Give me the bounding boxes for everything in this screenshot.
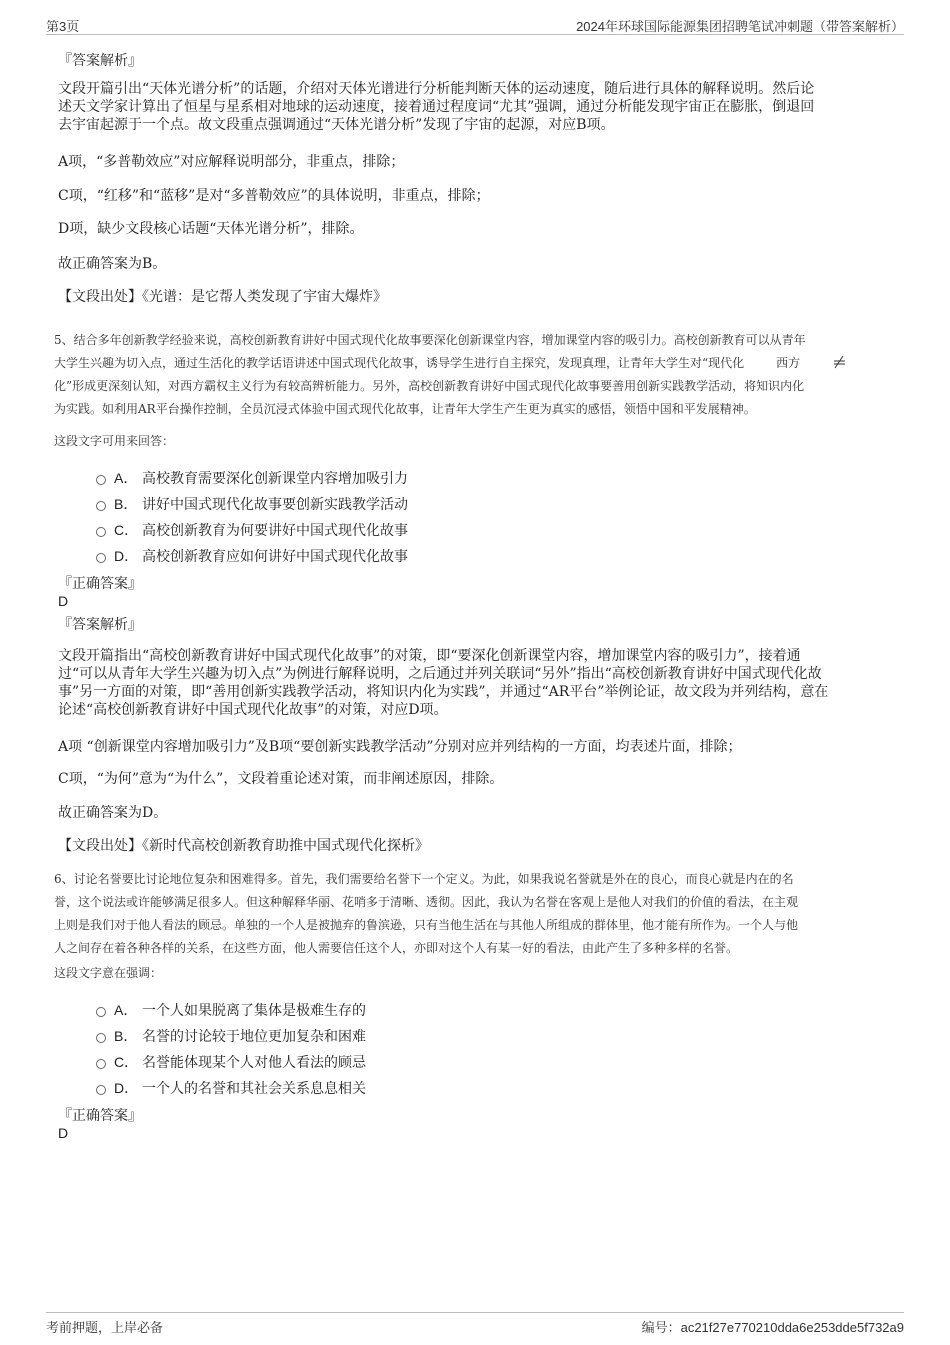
q5-source: 【文段出处】《新时代高校创新教育助推中国式现代化探析》 <box>58 838 429 854</box>
q4-analysis-line: 述天文学家计算出了恒星与星系相对地球的运动速度，接着通过程度词“尤其”强调，通过分析能发现宇宙正在膨胀，倒退回 <box>58 99 815 115</box>
q6-passage-line: 人之间存在着各种各样的关系，在这些方面，他人需要信任这个人，亦即对这个人有某一好的看法，由此产生了多种多样的名誉。 <box>54 941 739 955</box>
q5-analysis-line: 事”另一方面的对策，即“善用创新实践教学活动，将知识内化为实践”，并通过“AR平台”举例论证，故文段为并列结构，意在 <box>58 684 829 700</box>
q4-conclusion: 故正确答案为B。 <box>58 256 167 272</box>
q5-passage-line: 化”形成更深刻认知，对西方霸权主义行为有较高辨析能力。另外，高校创新教育讲好中国式现代化故事要善用创新实践教学活动，将知识内化 <box>54 379 805 393</box>
q5-analysis-line: 过“可以从青年大学生兴趣为切入点”为例进行解释说明，之后通过并列关联词“另外”指出“高校创新教育讲好中国式现代化故 <box>58 666 822 682</box>
radio-icon[interactable] <box>96 1059 106 1069</box>
q5-option-c[interactable]: C． 高校创新教育为何要讲好中国式现代化故事 <box>96 520 408 540</box>
strikethrough-glyph-icon <box>832 355 846 369</box>
radio-icon[interactable] <box>96 501 106 511</box>
q6-option-a[interactable]: A． 一个人如果脱离了集体是极难生存的 <box>96 1000 366 1020</box>
q6-option-c[interactable]: C． 名誉能体现某个人对他人看法的顾忌 <box>96 1052 366 1072</box>
q6-answer: D <box>58 1125 69 1141</box>
q5-answer-label: 『正确答案』 <box>58 576 142 592</box>
q5-option-b[interactable]: B． 讲好中国式现代化故事要创新实践教学活动 <box>96 494 408 514</box>
q5-option-a[interactable]: A． 高校教育需要深化创新课堂内容增加吸引力 <box>96 468 408 488</box>
q5-analysis <box>58 647 888 719</box>
radio-icon[interactable] <box>96 475 106 485</box>
q4-source: 【文段出处】《光谱：是它帮人类发现了宇宙大爆炸》 <box>58 289 387 305</box>
q4-analysis-line: 去宇宙起源于一个点。故文段重点强调通过“天体光谱分析”发现了宇宙的起源，对应B项。 <box>58 117 615 133</box>
q6-passage-line: 6、讨论名誉要比讨论地位复杂和困难得多。首先，我们需要给名誉下一个定义。为此，如果我说名誉就是外在的良心，而良心就是内在的名 <box>54 872 794 886</box>
q5-passage <box>54 329 894 421</box>
q6-passage-line: 誉，这个说法或许能够满足很多人。但这种解释华丽、花哨多于清晰、透彻。因此，我认为名誉在客观上是他人对我们的价值的看法，在主观 <box>54 895 799 909</box>
radio-icon[interactable] <box>96 527 106 537</box>
q5-point-ab: A项 “创新课堂内容增加吸引力”及B项“要创新实践教学活动”分别对应并列结构的一方面，均表述片面，排除； <box>58 739 742 755</box>
q5-answer: D <box>58 593 69 609</box>
q4-point-c: C项，“红移”和“蓝移”是对“多普勒效应”的具体说明，非重点，排除； <box>58 188 490 204</box>
page-header <box>46 14 904 35</box>
q4-analysis <box>58 80 888 134</box>
q6-passage-line: 上则是我们对于他人看法的顾忌。单独的一个人是被抛弃的鲁滨逊，只有当他生活在与其他人所组成的群体里，他才能有所作为。一个人与他 <box>54 918 799 932</box>
q6-option-d[interactable]: D． 一个人的名誉和其社会关系息息相关 <box>96 1078 366 1098</box>
document-code: 编号：ac21f27e770210dda6e253dde5f732a9 <box>641 1320 904 1335</box>
document-title: 2024年环球国际能源集团招聘笔试冲刺题（带答案解析） <box>576 19 904 34</box>
q4-analysis-label: 『答案解析』 <box>58 53 142 69</box>
q6-answer-label: 『正确答案』 <box>58 1108 142 1124</box>
footer-slogan: 考前押题，上岸必备 <box>46 1320 164 1335</box>
q5-passage-line: 5、结合多年创新教学经验来说，高校创新教育讲好中国式现代化故事要深化创新课堂内容，增加课堂内容的吸引力。高校创新教育可以从青年 <box>54 333 806 347</box>
q5-conclusion: 故正确答案为D。 <box>58 805 168 821</box>
radio-icon[interactable] <box>96 1085 106 1095</box>
q5-passage-line: 为实践。如利用AR平台操作控制，全员沉浸式体验中国式现代化故事，让青年大学生产生更为真实的感悟，领悟中国和平发展精神。 <box>54 402 756 416</box>
q6-option-b[interactable]: B． 名誉的讨论较于地位更加复杂和困难 <box>96 1026 366 1046</box>
q5-option-d[interactable]: D． 高校创新教育应如何讲好中国式现代化故事 <box>96 546 408 566</box>
q5-passage-line: 大学生兴趣为切入点，通过生活化的教学话语讲述中国式现代化故事，诱导学生进行自主探究，发现真理，让青年大学生对“现代化 西方 <box>54 356 801 370</box>
radio-icon[interactable] <box>96 553 106 563</box>
q4-analysis-line: 文段开篇引出“天体光谱分析”的话题，介绍对天体光谱进行分析能判断天体的运动速度，随后进行具体的解释说明。然后论 <box>58 81 815 97</box>
radio-icon[interactable] <box>96 1007 106 1017</box>
page-number: 第3页 <box>46 19 80 34</box>
q5-analysis-label: 『答案解析』 <box>58 617 142 633</box>
q4-point-d: D项，缺少文段核心话题“天体光谱分析”，排除。 <box>58 221 364 237</box>
q6-question: 这段文字意在强调： <box>54 966 163 980</box>
q6-passage <box>54 868 894 960</box>
q5-question: 这段文字可用来回答： <box>54 434 175 448</box>
q4-point-a: A项，“多普勒效应”对应解释说明部分，非重点，排除； <box>58 154 405 170</box>
q5-point-c: C项，“为何”意为“为什么”，文段着重论述对策，而非阐述原因，排除。 <box>58 771 504 787</box>
q5-passage-line-tail: 西方 <box>776 356 801 370</box>
q5-analysis-line: 论述“高校创新教育讲好中国式现代化故事”的对策，对应D项。 <box>58 702 448 718</box>
radio-icon[interactable] <box>96 1033 106 1043</box>
q5-analysis-line: 文段开篇指出“高校创新教育讲好中国式现代化故事”的对策，即“要深化创新课堂内容，增加课堂内容的吸引力”，接着通 <box>58 648 801 664</box>
page-footer <box>46 1312 904 1337</box>
